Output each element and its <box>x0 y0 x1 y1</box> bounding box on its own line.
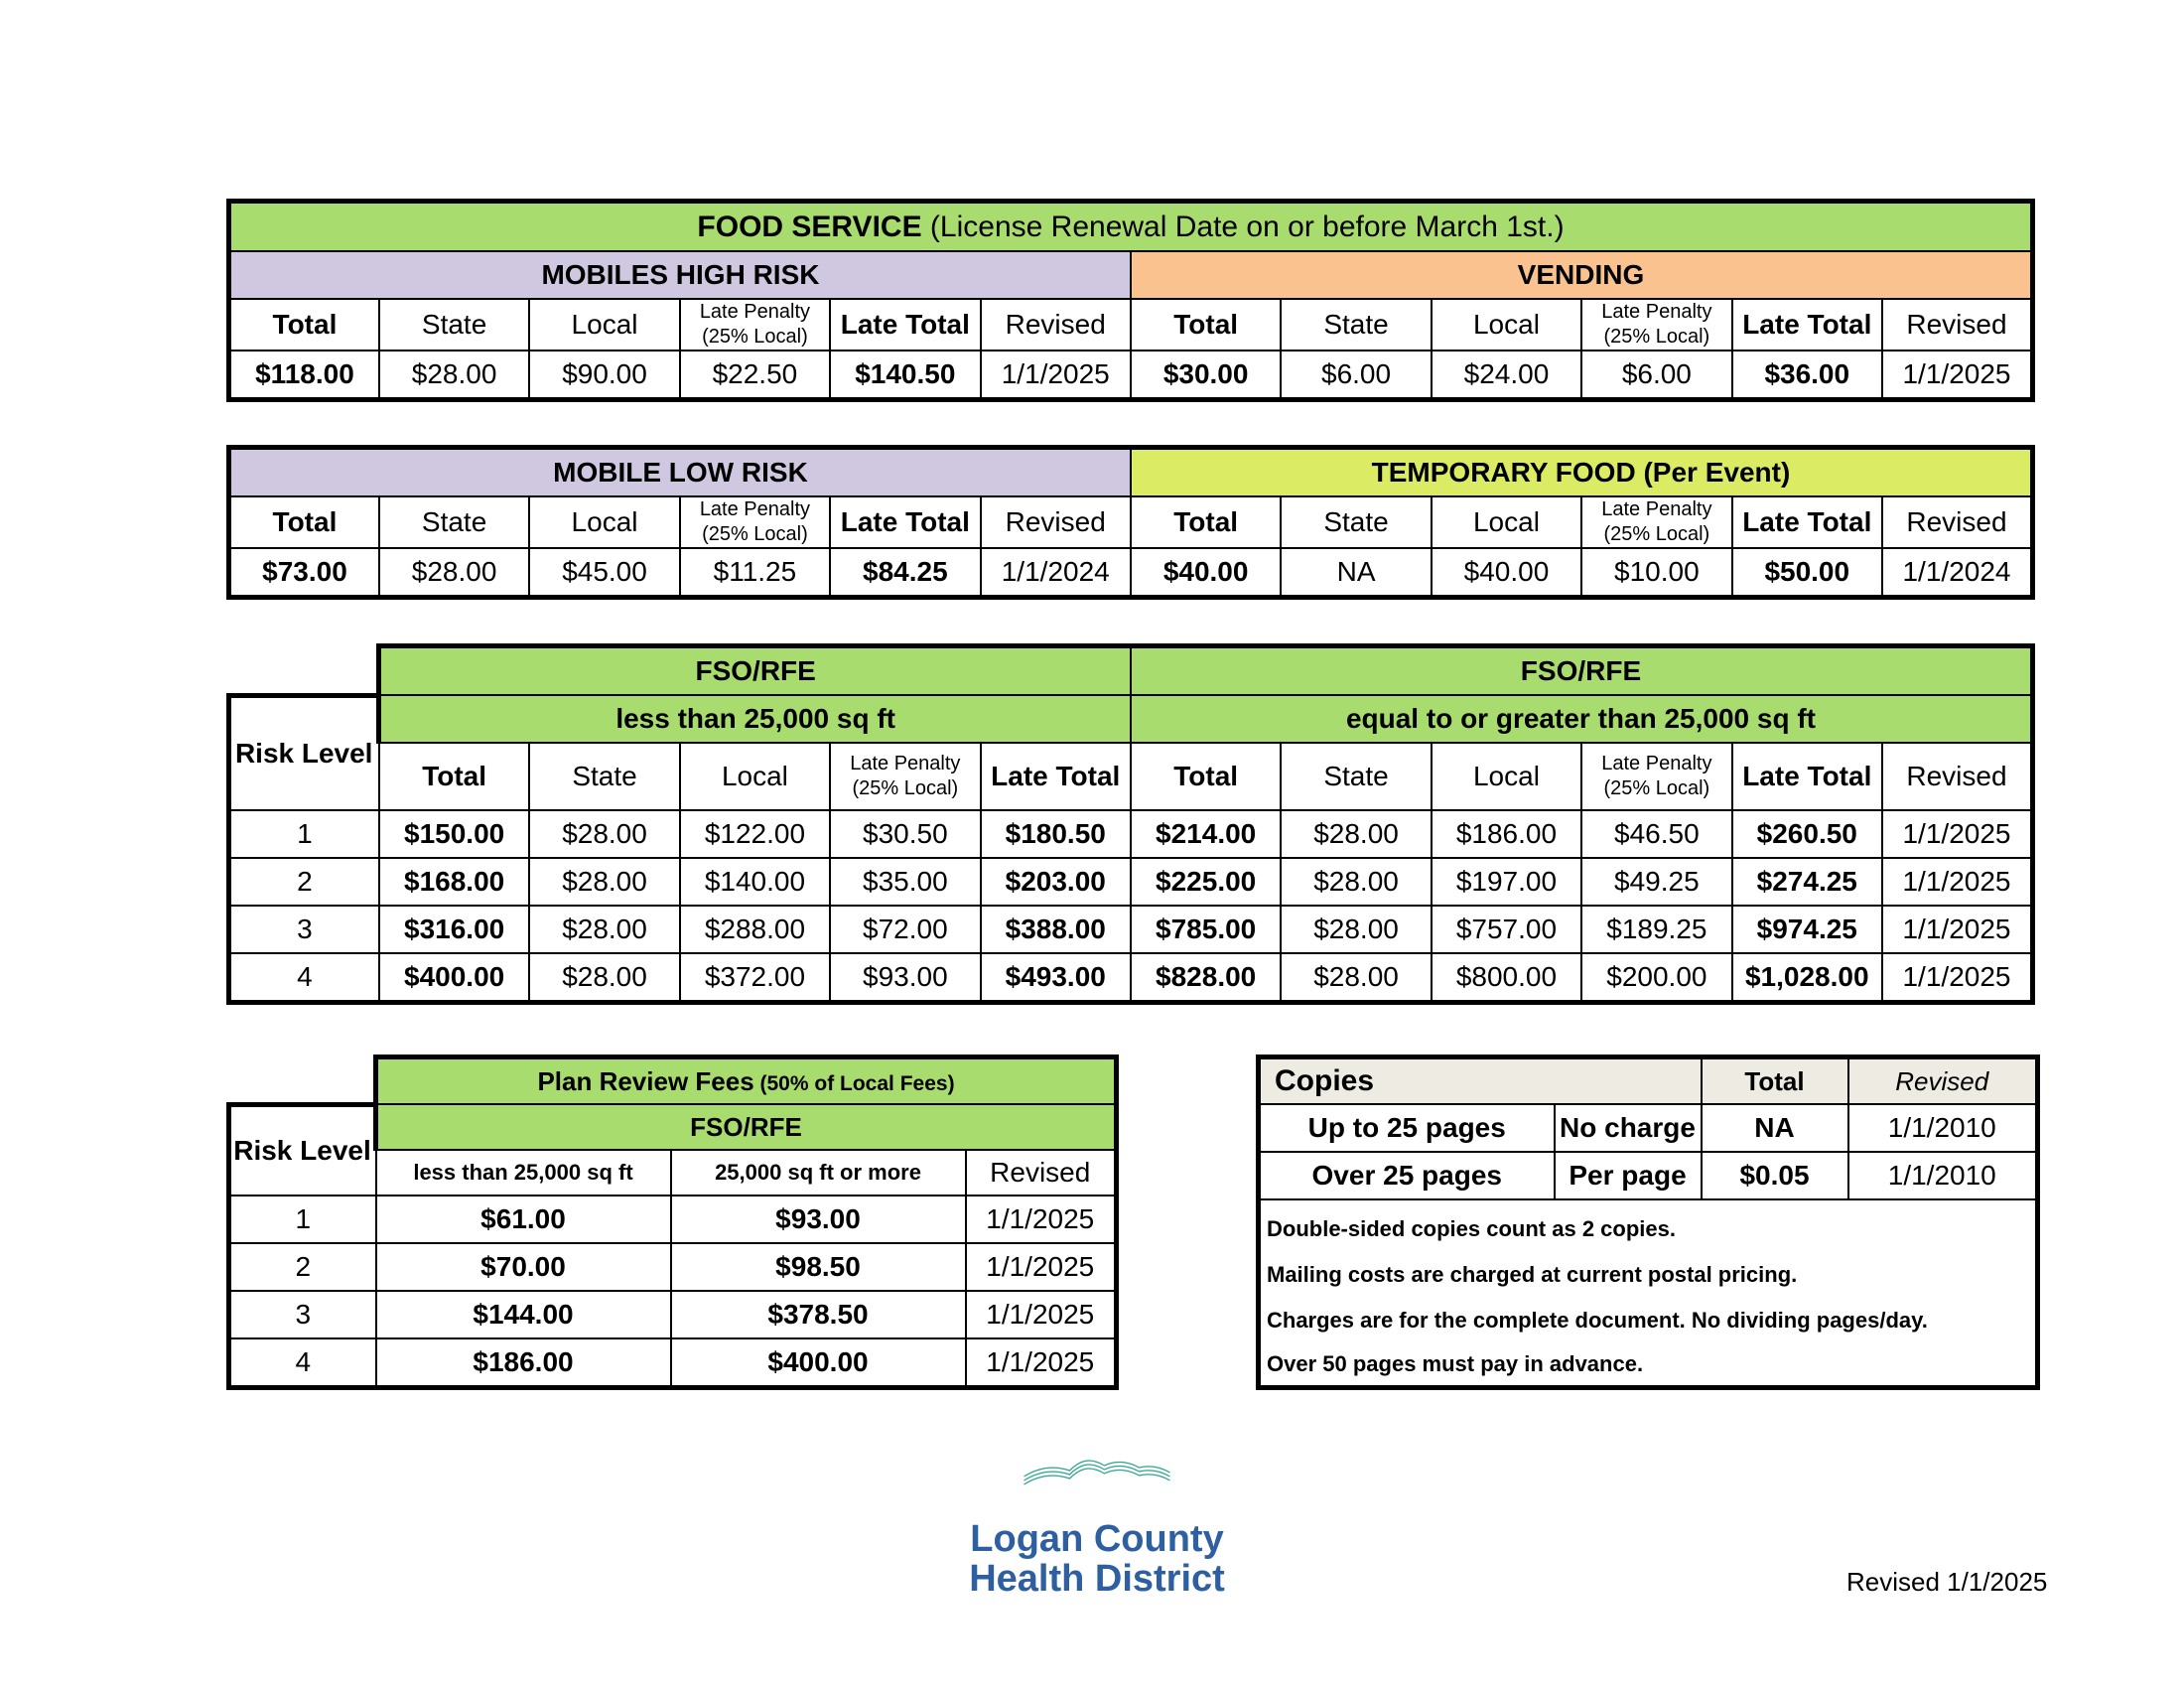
cell-late-total: $388.00 <box>981 906 1131 953</box>
food-service-title: FOOD SERVICE (License Renewal Date on or before March 1st.) <box>229 202 2033 252</box>
col-revised: Revised <box>1882 496 2033 548</box>
cell-total: $30.00 <box>1131 351 1281 400</box>
col-late-penalty: Late Penalty (25% Local) <box>1581 743 1731 810</box>
col-revised: Revised <box>966 1150 1117 1196</box>
cell-local: $40.00 <box>1432 548 1581 598</box>
cell-state: $28.00 <box>529 810 679 858</box>
cell-local: $800.00 <box>1432 953 1581 1003</box>
col-total: Total <box>379 743 529 810</box>
mobiles-high-risk-title: MOBILES HIGH RISK <box>229 251 1131 299</box>
col-state: State <box>1281 743 1431 810</box>
cell-more: $378.50 <box>671 1291 966 1338</box>
mobile-low-risk-title: MOBILE LOW RISK <box>229 448 1131 497</box>
cell-less: $61.00 <box>376 1196 671 1243</box>
col-local: Local <box>529 299 679 351</box>
cell-more: $400.00 <box>671 1338 966 1388</box>
cell-total: $225.00 <box>1131 858 1281 906</box>
cell-revised: 1/1/2025 <box>966 1243 1117 1291</box>
cell-late-total: $974.25 <box>1732 906 1882 953</box>
copies-total-label: Total <box>1702 1057 1848 1105</box>
logo <box>943 1519 1251 1599</box>
cell-revised: 1/1/2025 <box>966 1196 1117 1243</box>
cell-late-penalty: $22.50 <box>680 351 830 400</box>
cell-revised: 1/1/2025 <box>1882 858 2033 906</box>
col-late-penalty: Late Penalty (25% Local) <box>1581 496 1731 548</box>
cell-late-penalty: $35.00 <box>830 858 980 906</box>
col-revised: Revised <box>981 299 1131 351</box>
copies-note: Mailing costs are charged at current postal pricing. <box>1267 1262 1798 1287</box>
col-local: Local <box>680 743 830 810</box>
cell-late-total: $180.50 <box>981 810 1131 858</box>
col-local: Local <box>1432 496 1581 548</box>
copies-table <box>1256 1055 2040 1390</box>
col-local: Local <box>1432 743 1581 810</box>
cell-total: $40.00 <box>1131 548 1281 598</box>
table-row <box>229 1196 1117 1243</box>
col-late-penalty: Late Penalty (25% Local) <box>830 743 980 810</box>
col-total: Total <box>1131 743 1281 810</box>
copies-row-total: NA <box>1702 1104 1848 1152</box>
copies-note: Over 50 pages must pay in advance. <box>1267 1351 1644 1376</box>
col-total: Total <box>229 496 379 548</box>
cell-revised: 1/1/2025 <box>1882 351 2033 400</box>
col-less-than: less than 25,000 sq ft <box>376 1150 671 1196</box>
copies-row-revised: 1/1/2010 <box>1848 1104 2038 1152</box>
col-total: Total <box>1131 496 1281 548</box>
fso-large-subtitle: equal to or greater than 25,000 sq ft <box>1131 695 2033 743</box>
footer-revised: Revised 1/1/2025 <box>1846 1567 2048 1597</box>
logo-waves-icon <box>943 1446 1251 1525</box>
col-late-total: Late Total <box>1732 496 1882 548</box>
cell-revised: 1/1/2025 <box>1882 953 2033 1003</box>
fso-large-title: FSO/RFE <box>1131 646 2033 696</box>
risk-level: 3 <box>229 906 379 953</box>
cell-local: $372.00 <box>680 953 830 1003</box>
plan-review-table <box>226 1055 1119 1390</box>
cell-state: $28.00 <box>1281 906 1431 953</box>
copies-row-label: Up to 25 pages <box>1259 1104 1555 1152</box>
copies-title: Copies <box>1259 1057 1702 1105</box>
fso-rfe-table <box>226 643 2035 1005</box>
col-total: Total <box>229 299 379 351</box>
cell-late-total: $274.25 <box>1732 858 1882 906</box>
cell-state: $28.00 <box>379 351 529 400</box>
cell-late-penalty: $46.50 <box>1581 810 1731 858</box>
copies-row-charge: No charge <box>1555 1104 1702 1152</box>
fso-small-title: FSO/RFE <box>379 646 1131 696</box>
cell-state: $28.00 <box>529 953 679 1003</box>
col-local: Local <box>1432 299 1581 351</box>
cell-late-penalty: $200.00 <box>1581 953 1731 1003</box>
col-local: Local <box>529 496 679 548</box>
col-total: Total <box>1131 299 1281 351</box>
col-late-penalty: Late Penalty (25% Local) <box>680 299 830 351</box>
spacer <box>229 646 379 696</box>
cell-revised: 1/1/2024 <box>1882 548 2033 598</box>
col-or-more: 25,000 sq ft or more <box>671 1150 966 1196</box>
cell-late-penalty: $189.25 <box>1581 906 1731 953</box>
table-row <box>229 1243 1117 1291</box>
risk-level: 2 <box>229 1243 376 1291</box>
col-late-total: Late Total <box>830 496 980 548</box>
cell-total: $118.00 <box>229 351 379 400</box>
cell-late-total: $36.00 <box>1732 351 1882 400</box>
table-row <box>229 906 2033 953</box>
col-revised: Revised <box>1882 743 2033 810</box>
cell-local: $24.00 <box>1432 351 1581 400</box>
cell-local: $122.00 <box>680 810 830 858</box>
cell-less: $70.00 <box>376 1243 671 1291</box>
risk-level: 4 <box>229 953 379 1003</box>
col-state: State <box>1281 299 1431 351</box>
cell-local: $90.00 <box>529 351 679 400</box>
copies-note: Charges are for the complete document. No dividing pages/day. <box>1267 1308 1928 1333</box>
cell-state: $28.00 <box>529 858 679 906</box>
risk-level: 4 <box>229 1338 376 1388</box>
table-row <box>229 810 2033 858</box>
cell-local: $186.00 <box>1432 810 1581 858</box>
cell-total: $316.00 <box>379 906 529 953</box>
col-state: State <box>529 743 679 810</box>
copies-row-revised: 1/1/2010 <box>1848 1152 2038 1199</box>
col-state: State <box>1281 496 1431 548</box>
cell-late-total: $140.50 <box>830 351 980 400</box>
copies-revised-label: Revised <box>1848 1057 2038 1105</box>
risk-level: 3 <box>229 1291 376 1338</box>
cell-late-total: $203.00 <box>981 858 1131 906</box>
cell-total: $73.00 <box>229 548 379 598</box>
cell-local: $45.00 <box>529 548 679 598</box>
copies-row-charge: Per page <box>1555 1152 1702 1199</box>
cell-state: $28.00 <box>529 906 679 953</box>
plan-review-title: Plan Review Fees (50% of Local Fees) <box>376 1057 1117 1105</box>
col-state: State <box>379 496 529 548</box>
cell-local: $197.00 <box>1432 858 1581 906</box>
cell-state: NA <box>1281 548 1431 598</box>
col-late-total: Late Total <box>830 299 980 351</box>
cell-late-penalty: $6.00 <box>1581 351 1731 400</box>
cell-less: $144.00 <box>376 1291 671 1338</box>
cell-more: $98.50 <box>671 1243 966 1291</box>
cell-late-total: $260.50 <box>1732 810 1882 858</box>
risk-level-label: Risk Level <box>229 1104 376 1196</box>
table-row <box>229 953 2033 1003</box>
cell-local: $288.00 <box>680 906 830 953</box>
col-revised: Revised <box>981 496 1131 548</box>
cell-late-total: $50.00 <box>1732 548 1882 598</box>
table-row <box>229 548 2033 598</box>
cell-state: $28.00 <box>1281 858 1431 906</box>
cell-state: $28.00 <box>1281 810 1431 858</box>
cell-late-total: $1,028.00 <box>1732 953 1882 1003</box>
cell-total: $785.00 <box>1131 906 1281 953</box>
cell-late-penalty: $49.25 <box>1581 858 1731 906</box>
cell-late-penalty: $30.50 <box>830 810 980 858</box>
col-late-total: Late Total <box>1732 299 1882 351</box>
cell-state: $28.00 <box>379 548 529 598</box>
table-row <box>229 1338 1117 1388</box>
cell-revised: 1/1/2025 <box>966 1338 1117 1388</box>
vending-title: VENDING <box>1131 251 2033 299</box>
cell-late-total: $493.00 <box>981 953 1131 1003</box>
cell-less: $186.00 <box>376 1338 671 1388</box>
cell-state: $6.00 <box>1281 351 1431 400</box>
cell-local: $757.00 <box>1432 906 1581 953</box>
cell-local: $140.00 <box>680 858 830 906</box>
cell-more: $93.00 <box>671 1196 966 1243</box>
temporary-food-title: TEMPORARY FOOD (Per Event) <box>1131 448 2033 497</box>
cell-revised: 1/1/2025 <box>966 1291 1117 1338</box>
risk-level: 1 <box>229 1196 376 1243</box>
logo-line-2: Health District <box>969 1558 1225 1600</box>
table-row <box>229 1291 1117 1338</box>
cell-revised: 1/1/2025 <box>1882 906 2033 953</box>
cell-late-penalty: $10.00 <box>1581 548 1731 598</box>
table-row <box>1259 1152 2038 1199</box>
cell-total: $168.00 <box>379 858 529 906</box>
table-row <box>229 351 2033 400</box>
plan-review-subtitle: FSO/RFE <box>376 1104 1117 1150</box>
mobile-low-risk-table <box>226 445 2035 600</box>
spacer <box>229 1057 376 1105</box>
cell-late-penalty: $72.00 <box>830 906 980 953</box>
cell-revised: 1/1/2025 <box>981 351 1131 400</box>
risk-level: 2 <box>229 858 379 906</box>
cell-late-total: $84.25 <box>830 548 980 598</box>
cell-revised: 1/1/2024 <box>981 548 1131 598</box>
risk-level: 1 <box>229 810 379 858</box>
table-row <box>1259 1104 2038 1152</box>
cell-state: $28.00 <box>1281 953 1431 1003</box>
table-row <box>229 858 2033 906</box>
copies-row-total: $0.05 <box>1702 1152 1848 1199</box>
cell-late-penalty: $93.00 <box>830 953 980 1003</box>
col-late-penalty: Late Penalty (25% Local) <box>680 496 830 548</box>
cell-total: $150.00 <box>379 810 529 858</box>
food-service-table <box>226 199 2035 402</box>
col-revised: Revised <box>1882 299 2033 351</box>
copies-row-label: Over 25 pages <box>1259 1152 1555 1199</box>
cell-total: $214.00 <box>1131 810 1281 858</box>
logo-line-1: Logan County <box>970 1518 1224 1560</box>
col-late-total: Late Total <box>1732 743 1882 810</box>
cell-late-penalty: $11.25 <box>680 548 830 598</box>
col-late-penalty: Late Penalty (25% Local) <box>1581 299 1731 351</box>
copies-note: Double-sided copies count as 2 copies. <box>1267 1216 1676 1241</box>
risk-level-label: Risk Level <box>229 695 379 810</box>
cell-total: $828.00 <box>1131 953 1281 1003</box>
col-state: State <box>379 299 529 351</box>
cell-total: $400.00 <box>379 953 529 1003</box>
cell-revised: 1/1/2025 <box>1882 810 2033 858</box>
col-late-total: Late Total <box>981 743 1131 810</box>
fso-small-subtitle: less than 25,000 sq ft <box>379 695 1131 743</box>
